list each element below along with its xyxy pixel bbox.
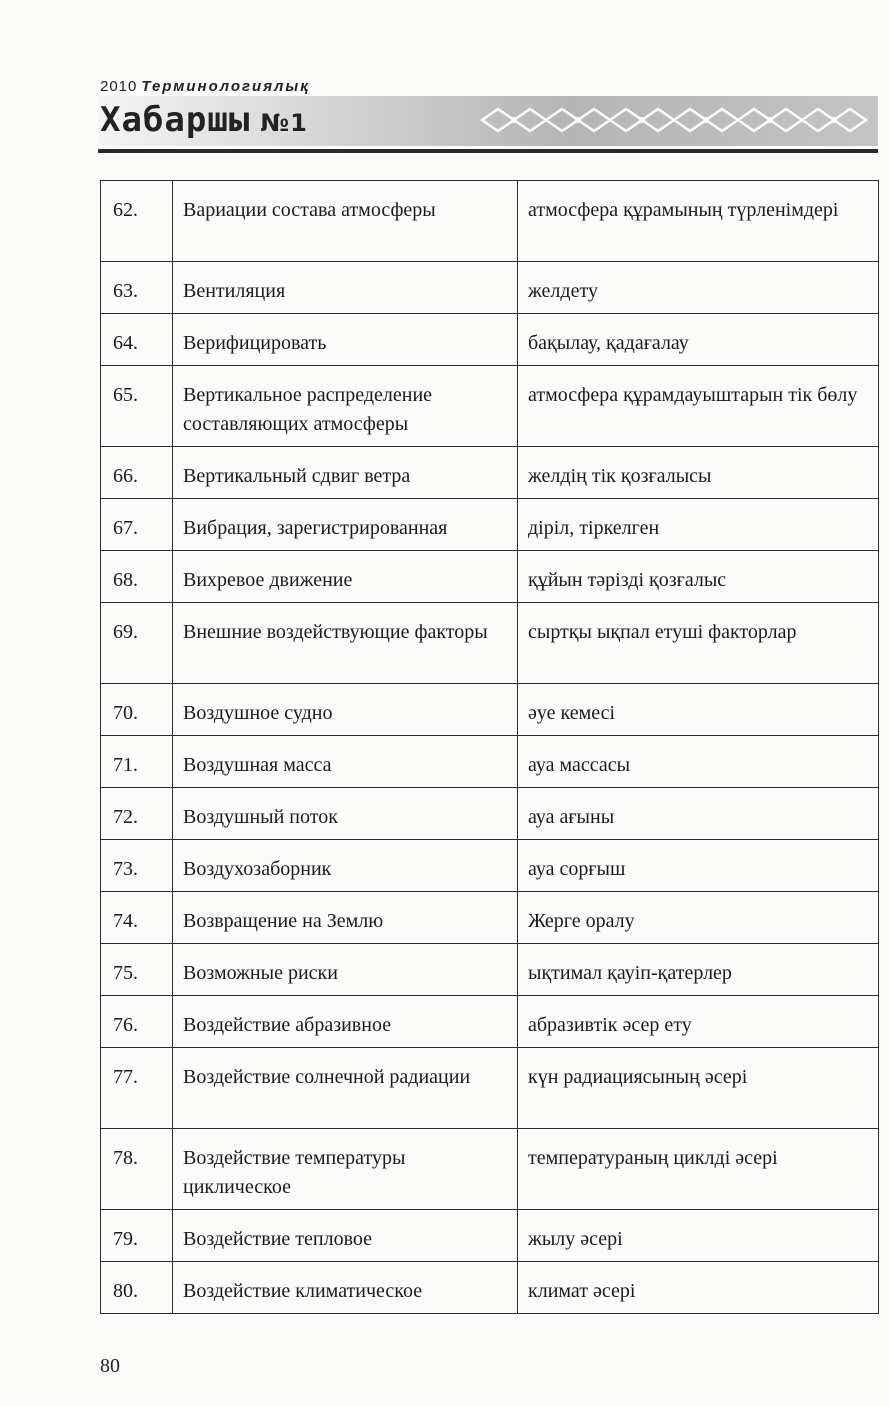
term-number: 66.	[101, 447, 173, 499]
term-number: 63.	[101, 262, 173, 314]
table-row	[101, 603, 879, 684]
table-row	[101, 1210, 879, 1262]
page-header	[98, 74, 878, 160]
term-kazakh: желдету	[518, 262, 879, 314]
table-row	[101, 788, 879, 840]
term-kazakh: сыртқы ықпал етуші факторлар	[518, 603, 879, 684]
table-row	[101, 892, 879, 944]
term-number: 69.	[101, 603, 173, 684]
term-number: 80.	[101, 1262, 173, 1314]
table-row	[101, 447, 879, 499]
term-kazakh: діріл, тіркелген	[518, 499, 879, 551]
term-number: 70.	[101, 684, 173, 736]
ornament-icon	[478, 105, 870, 135]
term-russian: Воздействие температуры циклическое	[173, 1129, 518, 1210]
table-row	[101, 366, 879, 447]
term-kazakh: күн радиациясының әсері	[518, 1048, 879, 1129]
terms-table	[100, 180, 879, 1314]
term-russian: Вертикальный сдвиг ветра	[173, 447, 518, 499]
term-russian: Воздушная масса	[173, 736, 518, 788]
term-kazakh: ауа сорғыш	[518, 840, 879, 892]
term-number: 78.	[101, 1129, 173, 1210]
term-number: 74.	[101, 892, 173, 944]
term-russian: Воздушный поток	[173, 788, 518, 840]
term-number: 68.	[101, 551, 173, 603]
term-kazakh: ықтимал қауіп-қатерлер	[518, 944, 879, 996]
term-kazakh: желдің тік қозғалысы	[518, 447, 879, 499]
table-row	[101, 1262, 879, 1314]
term-russian: Воздействие абразивное	[173, 996, 518, 1048]
terms-table-body	[101, 181, 879, 1314]
term-kazakh: әуе кемесі	[518, 684, 879, 736]
term-russian: Воздействие климатическое	[173, 1262, 518, 1314]
term-russian: Вертикальное распределение составляющих атмосферы	[173, 366, 518, 447]
term-kazakh: құйын тәрізді қозғалыс	[518, 551, 879, 603]
table-row	[101, 840, 879, 892]
term-kazakh: бақылау, қадағалау	[518, 314, 879, 366]
term-kazakh: ауа ағыны	[518, 788, 879, 840]
term-russian: Внешние воздействующие факторы	[173, 603, 518, 684]
term-kazakh: Жерге оралу	[518, 892, 879, 944]
term-kazakh: атмосфера құрамдауыштарын тік бөлу	[518, 366, 879, 447]
term-number: 76.	[101, 996, 173, 1048]
term-number: 62.	[101, 181, 173, 262]
header-title-line	[100, 100, 308, 140]
table-row	[101, 1048, 879, 1129]
term-russian: Возвращение на Землю	[173, 892, 518, 944]
term-russian: Вариации состава атмосферы	[173, 181, 518, 262]
term-number: 75.	[101, 944, 173, 996]
term-russian: Воздействие тепловое	[173, 1210, 518, 1262]
term-number: 65.	[101, 366, 173, 447]
term-russian: Воздействие солнечной радиации	[173, 1048, 518, 1129]
table-row	[101, 684, 879, 736]
term-russian: Вентиляция	[173, 262, 518, 314]
table-row	[101, 181, 879, 262]
term-number: 71.	[101, 736, 173, 788]
term-kazakh: климат әсері	[518, 1262, 879, 1314]
journal-title: Хабаршы	[100, 100, 251, 140]
term-russian: Возможные риски	[173, 944, 518, 996]
term-number: 72.	[101, 788, 173, 840]
term-number: 67.	[101, 499, 173, 551]
term-russian: Воздухозаборник	[173, 840, 518, 892]
term-russian: Воздушное судно	[173, 684, 518, 736]
issue-number: №1	[260, 109, 308, 137]
table-row	[101, 1129, 879, 1210]
header-rule	[98, 149, 878, 153]
term-number: 77.	[101, 1048, 173, 1129]
table-row	[101, 262, 879, 314]
header-subtitle: Терминологиялық	[141, 78, 310, 95]
term-number: 73.	[101, 840, 173, 892]
header-subtitle-line	[100, 78, 310, 95]
table-row	[101, 551, 879, 603]
table-row	[101, 736, 879, 788]
table-row	[101, 314, 879, 366]
term-kazakh: атмосфера құрамының түрленімдері	[518, 181, 879, 262]
table-row	[101, 499, 879, 551]
term-number: 79.	[101, 1210, 173, 1262]
term-russian: Вихревое движение	[173, 551, 518, 603]
term-kazakh: температураның циклді әсері	[518, 1129, 879, 1210]
term-number: 64.	[101, 314, 173, 366]
term-kazakh: ауа массасы	[518, 736, 879, 788]
term-kazakh: жылу әсері	[518, 1210, 879, 1262]
table-row	[101, 996, 879, 1048]
table-row	[101, 944, 879, 996]
term-kazakh: абразивтік әсер ету	[518, 996, 879, 1048]
header-year: 2010	[100, 78, 138, 95]
term-russian: Вибрация, зарегистрированная	[173, 499, 518, 551]
term-russian: Верифицировать	[173, 314, 518, 366]
page-number: 80	[100, 1355, 120, 1377]
